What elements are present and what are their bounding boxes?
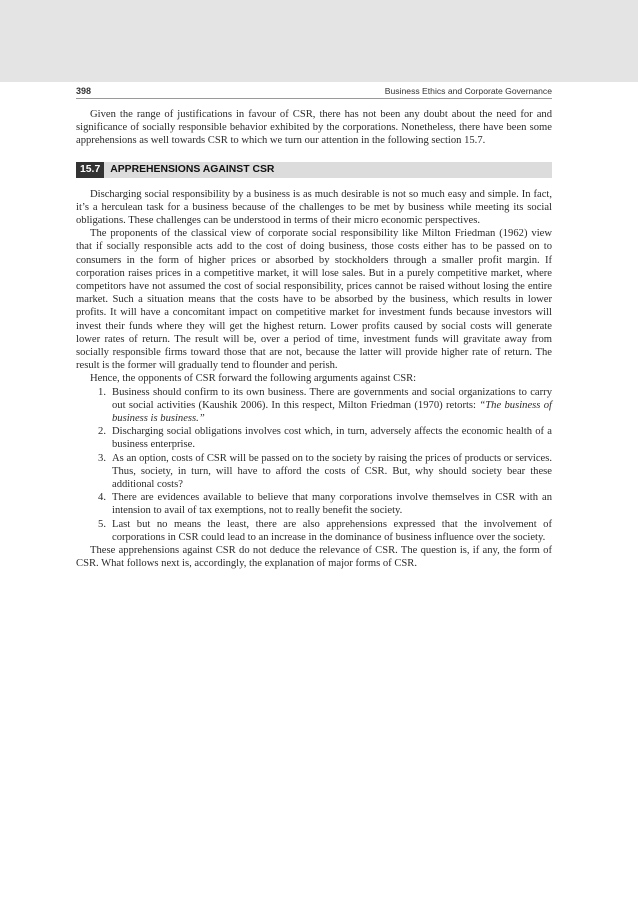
list-item-number: 3. — [98, 452, 106, 464]
list-item-text — [112, 386, 552, 426]
scan-top-margin — [0, 0, 638, 82]
list-item-text: Discharging social obligations involves cost which, in turn, adversely affects the economic health of a business enterprise. — [112, 426, 552, 451]
list-item-text: Last but no means the least, there are also apprehensions expressed that the involvement of corporations in CSR could lead to an increase in the dominance of business influence over the society. — [112, 518, 552, 543]
friedman-quote: “The business of business is business.” — [112, 399, 552, 425]
list-item-number: 4. — [98, 492, 106, 504]
arguments-list — [76, 386, 552, 544]
paragraph: Hence, the opponents of CSR forward the following arguments against CSR: — [90, 373, 417, 385]
book-title: Business Ethics and Corporate Governance — [384, 86, 552, 96]
paragraph: Discharging social responsibility by a business is as much desirable is not so much easy and simple. In fact, it’s a herculean task for a business because of the challenges to be met by business while meeting its social obligations. These challenges can be understood in terms of their micro economic perspectives. — [76, 188, 552, 227]
list-item — [76, 386, 552, 426]
page-number: 398 — [76, 86, 92, 96]
list-item — [76, 425, 552, 451]
list-item — [76, 491, 552, 517]
book-page — [76, 86, 552, 571]
list-item — [76, 452, 552, 492]
running-header — [76, 86, 552, 99]
closing-paragraph: These apprehensions against CSR do not deduce the relevance of CSR. The question is, if any, the form of CSR. What follows next is, accordingly, the explanation of major forms of CSR. — [76, 545, 552, 570]
section-heading — [76, 162, 552, 178]
list-item-number: 1. — [98, 386, 106, 398]
section-title: APPREHENSIONS AGAINST CSR — [110, 164, 275, 175]
list-item-text: As an option, costs of CSR will be passed on to the society by raising the prices of products or services. Thus, society, in turn, will have to afford the costs of CSR. But, why should society bear these additional costs? — [112, 452, 552, 491]
list-item — [76, 518, 552, 544]
paragraph: The proponents of the classical view of corporate social responsibility like Milton Friedman (1962) view that if socially responsible acts add to the cost of doing business, those costs either has to be passed on to consumers in the form of higher prices or absorbed by stockholders through a smaller profit margin. If corporation raises prices in a competitive market, it will lose sales. But in a purely competitive market, where competitors have not assumed the cost of social responsibility, prices cannot be raised without losing the entire market. Such a situation means that the costs have to be absorbed by the business, which results in lower profits. It will have a concomitant impact on competitive market for investment funds because investors will invest their funds where they will get the highest return. Lower profits caused by social costs will generate lower rates of return. The result will be, over a period of time, investment funds will gravitate away from socially responsible firms toward those that are not, because the latter will provide higher rate of return. The result is the former will gradually tend to flounder and perish. — [76, 228, 552, 372]
list-item-body: Business should confirm to its own business. There are governments and social organizations to carry out social activities (Kaushik 2006). In this respect, Milton Friedman (1970) retorts: — [112, 386, 552, 411]
list-item-text: There are evidences available to believe that many corporations involve themselves in CSR with an intension to avail of tax exemptions, not to really benefit the society. — [112, 492, 552, 517]
intro-paragraph: Given the range of justifications in favour of CSR, there has not been any doubt about the need for and significance of socially responsible behavior exhibited by the corporations. Nonetheless, there have been some apprehensions as well towards CSR to which we turn our attention in the following section 15.7. — [76, 109, 552, 147]
page-body — [76, 108, 552, 571]
section-number: 15.7 — [76, 162, 104, 178]
list-item-number: 2. — [98, 426, 106, 438]
list-item-number: 5. — [98, 518, 106, 530]
